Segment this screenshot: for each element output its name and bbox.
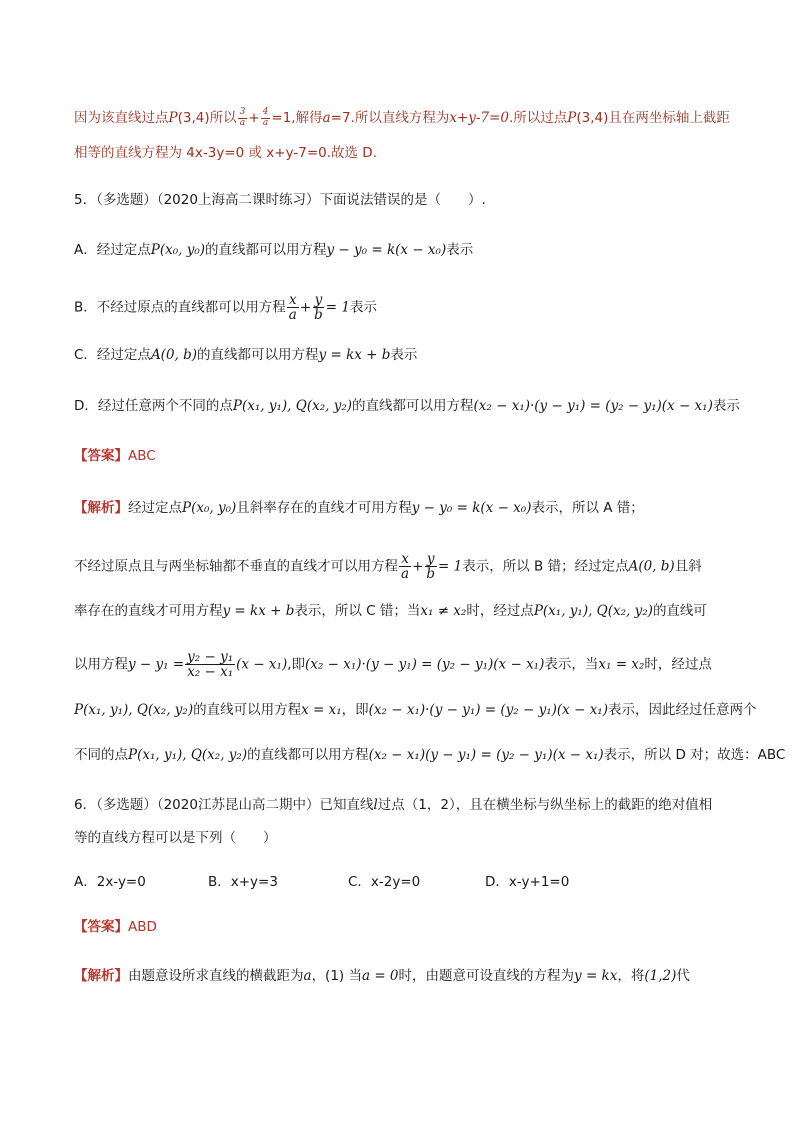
option-6b: B．x+y=3: [208, 874, 278, 890]
text: (3,4)所以: [177, 110, 237, 126]
analysis-5-line-4: 以用方程y − y₁ = $\frac{\text{y₂ − y₁}}{\text{x₂ − x₁}}$ (x − x₁),即(x₂ − x₁)·(y − y₁) = (y₂ − y₁)(x − x₁)表示，当x₁ = x₂时，经过点: [74, 649, 712, 681]
analysis-tag: 【解析】: [74, 500, 128, 516]
question-5-stem: 5．（多选题）（2020上海高二课时练习）下面说法错误的是（ ）.: [74, 192, 486, 208]
text: =7.所以直线方程为: [330, 110, 450, 126]
analysis-5-line-6: 不同的点P(x₁, y₁), Q(x₂, y₂)的直线都可以用方程(x₂ − x₁)(y − y₁) = (y₂ − y₁)(x − x₁)表示，所以 D 对；故选：ABC: [74, 747, 786, 763]
analysis-5-line-1: 【解析】经过定点P(x₀, y₀)且斜率存在的直线才可用方程y − y₀ = k(x − x₀)表示，所以 A 错；: [74, 500, 644, 516]
answer-value: ABC: [128, 448, 156, 464]
math: P: [168, 110, 178, 126]
fraction-y-over-b: $\frac{y}{b}$: [314, 292, 323, 324]
text: (3,4)且在两坐标轴上截距: [576, 110, 730, 126]
fraction-slope: $\frac{\text{y₂ − y₁}}{\text{x₂ − x₁}}$: [187, 649, 234, 681]
fraction-x-over-a: $\frac{x}{a}$: [401, 551, 410, 583]
fraction-x-over-a: $\frac{x}{a}$: [288, 292, 297, 324]
operator: +: [248, 110, 260, 126]
analysis-5-line-5: P(x₁, y₁), Q(x₂, y₂)的直线可以用方程x = x₁，即(x₂ − x₁)·(y − y₁) = (y₂ − y₁)(x − x₁)表示，因此经过任意两个: [74, 702, 757, 718]
option-6d: D．x-y+1=0: [485, 874, 570, 890]
option-5d: D．经过任意两个不同的点P(x₁, y₁), Q(x₂, y₂)的直线都可以用方程(x₂ − x₁)·(y − y₁) = (y₂ − y₁)(x − x₁)表示: [74, 398, 740, 414]
analysis-tag: 【解析】: [74, 968, 128, 984]
text: .所以过点: [508, 110, 568, 126]
option-5b: B．不经过原点的直线都可以用方程 $\frac{x}{a}$ + $\frac{y}{b}$ = 1表示: [74, 292, 377, 324]
fraction-3-over-a: $\frac{3}{a}$: [239, 107, 246, 128]
question-6-stem-line-1: 6．（多选题）（2020江苏昆山高二期中）已知直线l过点（1，2），且在横坐标与纵坐标上的截距的绝对值相: [74, 797, 713, 813]
analysis-5-line-2: 不经过原点且与两坐标轴都不垂直的直线才可以用方程 $\frac{x}{a}$ + $\frac{y}{b}$ = 1表示，所以 B 错；经过定点A(0, b)且斜: [74, 551, 702, 583]
math: P: [567, 110, 577, 126]
answer-value: ABD: [128, 919, 157, 935]
text: 因为该直线过点: [74, 110, 169, 126]
answer-5: [74, 446, 734, 466]
solution-continuation-line-1: [74, 108, 734, 128]
analysis-6-line-1: 【解析】由题意设所求直线的横截距为a，(1) 当a = 0时，由题意可设直线的方程为y = kx，将(1,2)代: [74, 968, 690, 984]
solution-continuation-line-2: 相等的直线方程为 4x-3y=0 或 x+y-7=0.故选 D.: [74, 145, 377, 161]
option-5a: A．经过定点P(x₀, y₀)的直线都可以用方程y − y₀ = k(x − x₀)表示: [74, 242, 474, 258]
answer-6: [74, 917, 734, 937]
math: a: [322, 110, 331, 126]
fraction-y-over-b: $\frac{y}{b}$: [426, 551, 436, 583]
analysis-5-line-3: 率存在的直线才可用方程y = kx + b表示，所以 C 错；当x₁ ≠ x₂时，经过点P(x₁, y₁), Q(x₂, y₂)的直线可: [74, 603, 707, 619]
option-6a: A．2x-y=0: [74, 874, 146, 890]
question-6-stem-line-2: 等的直线方程可以是下列（ ）: [74, 830, 277, 846]
math: x+y-7=0: [449, 110, 509, 126]
answer-tag: 【答案】: [74, 448, 128, 464]
text: =1,解得: [271, 110, 323, 126]
fraction-4-over-a: $\frac{4}{a}$: [262, 107, 269, 128]
option-5c: C．经过定点A(0, b)的直线都可以用方程y = kx + b表示: [74, 347, 418, 363]
answer-tag: 【答案】: [74, 919, 128, 935]
option-6c: C．x-2y=0: [348, 874, 421, 890]
